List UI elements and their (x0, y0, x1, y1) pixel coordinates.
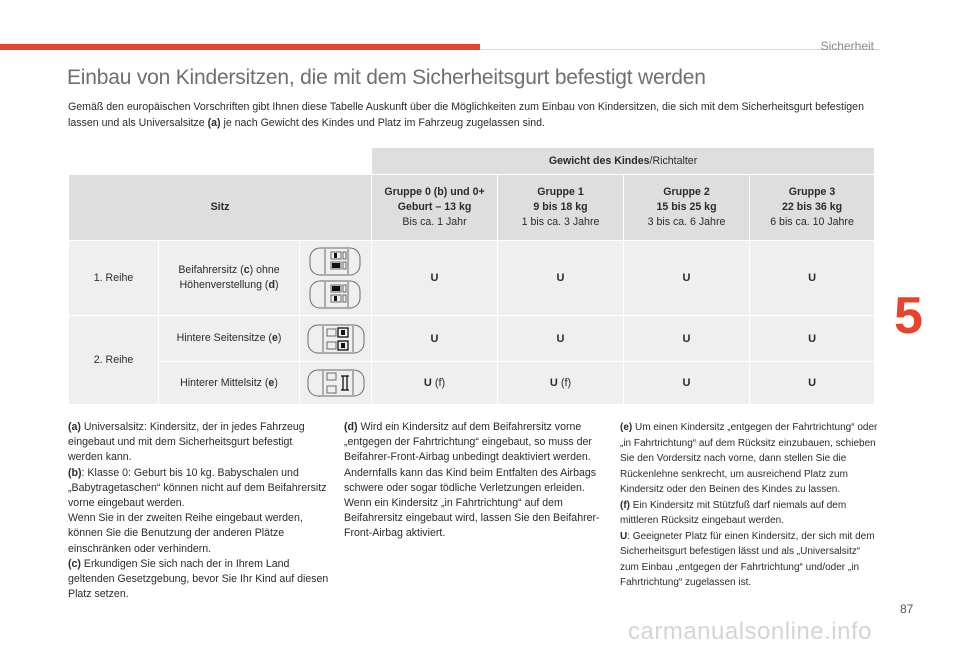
suitability-cell: U (498, 316, 624, 362)
weight-header: Gewicht des Kindes/Richtalter (372, 148, 875, 175)
seat-header: Sitz (69, 175, 372, 241)
group-header: Gruppe 1 9 bis 18 kg 1 bis ca. 3 Jahre (498, 175, 624, 241)
footnote: (b): Klasse 0: Geburt bis 10 kg. Babyschalen und „Babytragetaschen“ können nicht auf dem Beifahrersitz vorne eingebaut werden. (68, 466, 327, 510)
row-label: 1. Reihe (69, 241, 159, 316)
car-seat-diagram-icon (300, 362, 372, 405)
suitability-cell: U (624, 316, 750, 362)
accent-bar (0, 44, 480, 50)
intro-paragraph: Gemäß den europäischen Vorschriften gibt Ihnen diese Tabelle Auskunft über die Möglichkeiten zum Einbau von Kindersitzen, die sich mit dem Sicherheitsgurt befestigen lassen und als Universalsitze (a) je nach Gewicht des Kindes und Platz im Fahrzeug zugelassen sind. (68, 101, 864, 129)
section-label: Sicherheit (820, 39, 874, 53)
footnote: U: Geeigneter Platz für einen Kindersitz, der sich mit dem Sicherheitsgurt befestigen lässt und als „Universalsitz“ zum Einbau „entgegen der Fahrtrichtung“ und/oder „in Fahrtrichtung“ zugelassen ist. (620, 530, 875, 588)
chapter-number: 5 (894, 287, 923, 345)
footnote: (c) Erkundigen Sie sich nach der in Ihrem Land geltenden Gesetzgebung, bevor Sie Ihr Kind auf diesen Platz setzen. (68, 557, 329, 601)
suitability-cell: U (624, 362, 750, 405)
suitability-cell: U (624, 241, 750, 316)
group-header: Gruppe 3 22 bis 36 kg 6 bis ca. 10 Jahre (750, 175, 875, 241)
suitability-cell: U (372, 316, 498, 362)
footnote: (d) Wird ein Kindersitz auf dem Beifahrersitz vorne „entgegen der Fahrtrichtung“ eingebaut, so muss der Beifahrer-Front-Airbag unbedingt deaktiviert werden. Andernfalls kann das Kind beim Entfalten des Airbags schwere oder sogar tödliche Verletzungen erleiden. (344, 421, 597, 494)
seat-label: Hinterer Mittelsitz (e) (159, 362, 300, 405)
car-seat-diagram-icon (300, 241, 372, 316)
footnote: (e) Um einen Kindersitz „entgegen der Fahrtrichtung“ oder „in Fahrtrichtung“ auf dem Rücksitz einzubauen, schieben Sie den Vordersitz nach vorne, dann stellen Sie die Rückenlehne senkrecht, um ausreichend Platz zum Kindersitz oder den Beinen des Kindes zu lassen. (620, 422, 878, 495)
suitability-cell: U (498, 241, 624, 316)
row-label: 2. Reihe (69, 316, 159, 405)
suitability-cell: U (f) (498, 362, 624, 405)
suitability-cell: U (750, 241, 875, 316)
footnote: (f) Ein Kindersitz mit Stützfuß darf niemals auf dem mittleren Rücksitz eingebaut werden. (620, 499, 847, 526)
notes-column-3 (620, 420, 880, 591)
page-title: Einbau von Kindersitzen, die mit dem Sicherheitsgurt befestigt werden (67, 66, 706, 89)
notes-column-2 (344, 420, 606, 542)
notes-column-1 (68, 420, 330, 602)
seat-label: Beifahrersitz (c) ohne Höhenverstellung (d) (159, 241, 300, 316)
suitability-cell: U (f) (372, 362, 498, 405)
child-seat-table (68, 147, 875, 405)
suitability-cell: U (372, 241, 498, 316)
group-header: Gruppe 0 (b) und 0+ Geburt – 13 kg Bis ca. 1 Jahr (372, 175, 498, 241)
page-number: 87 (900, 602, 914, 616)
suitability-cell: U (750, 362, 875, 405)
group-header: Gruppe 2 15 bis 25 kg 3 bis ca. 6 Jahre (624, 175, 750, 241)
suitability-cell: U (750, 316, 875, 362)
watermark: carmanualsonline.info (628, 618, 872, 645)
car-seat-diagram-icon (300, 316, 372, 362)
seat-label: Hintere Seitensitze (e) (159, 316, 300, 362)
footnote: Wenn ein Kindersitz „in Fahrtrichtung“ auf dem Beifahrersitz eingebaut wird, lassen Sie den Beifahrer-Front-Airbag aktiviert. (344, 497, 600, 540)
footnote: Wenn Sie in der zweiten Reihe eingebaut werden, können Sie die Benutzung der anderen Plätze einschränken oder verhindern. (68, 512, 303, 555)
footnote: (a) Universalsitz: Kindersitz, der in jedes Fahrzeug eingebaut und mit dem Sicherheitsgurt befestigt werden kann. (68, 421, 305, 464)
